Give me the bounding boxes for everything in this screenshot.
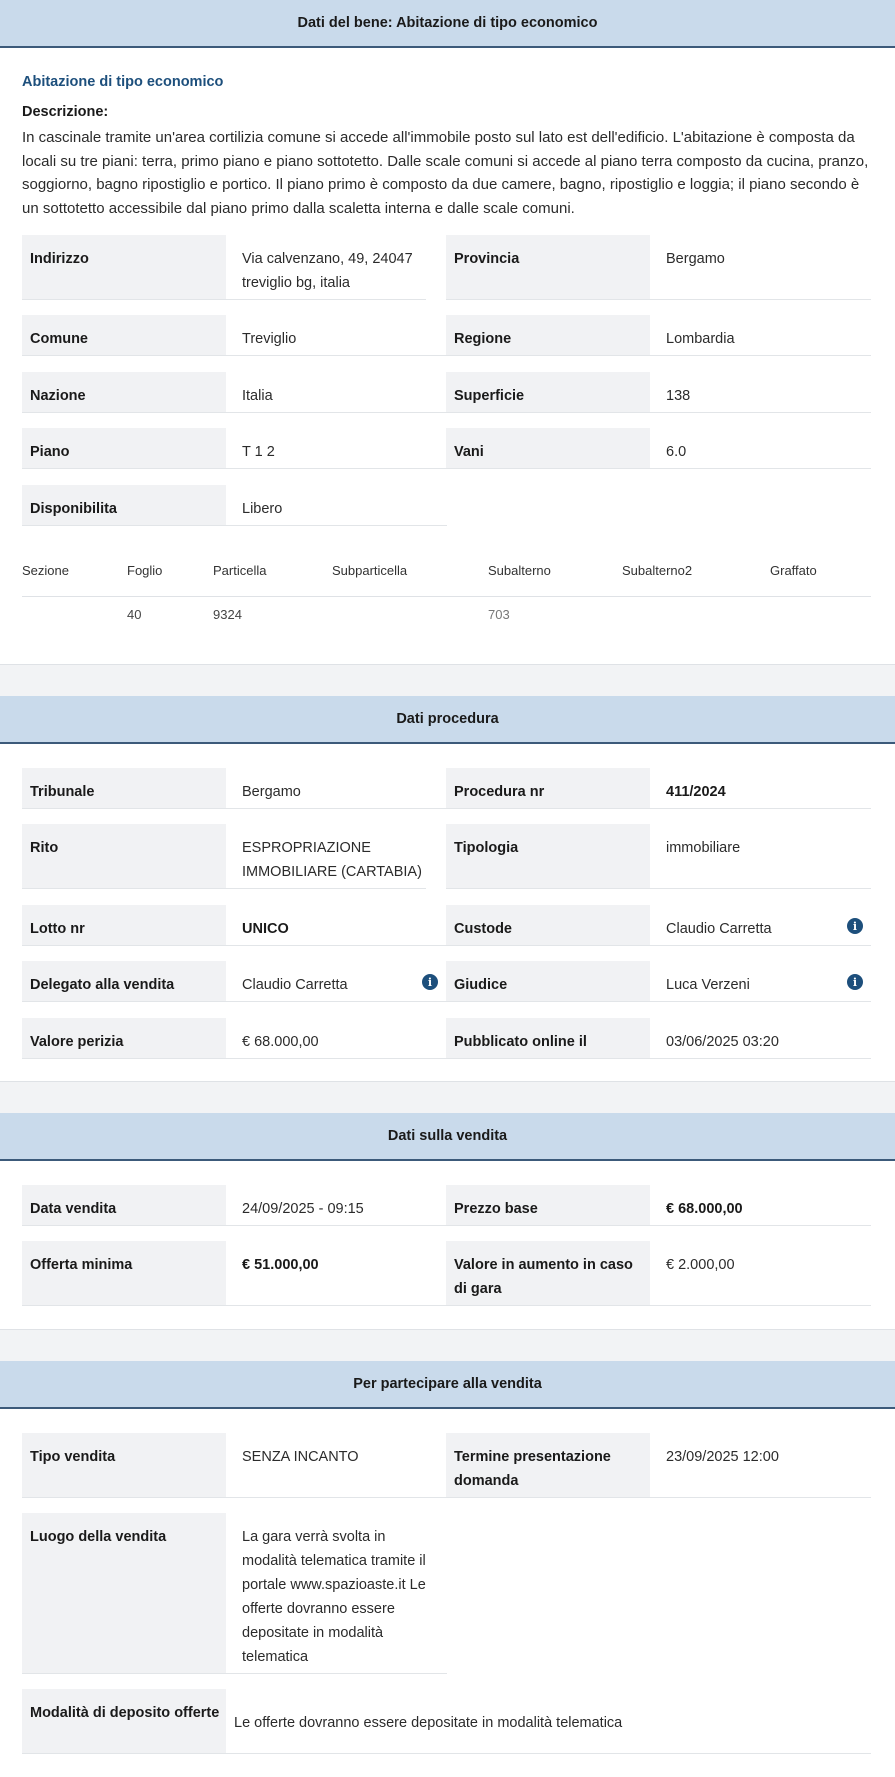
value-delegato: Claudio Carretta bbox=[226, 961, 447, 1002]
label-vani: Vani bbox=[446, 428, 650, 469]
label-piano: Piano bbox=[22, 428, 226, 469]
description-label: Descrizione: bbox=[22, 104, 109, 120]
label-nazione: Nazione bbox=[22, 372, 226, 413]
partecipare-card bbox=[0, 1361, 895, 1777]
label-disponibilita: Disponibilita bbox=[22, 485, 226, 526]
catasto-cell-particella: 9324 bbox=[213, 607, 242, 622]
label-modalita: Modalità di deposito offerte bbox=[22, 1689, 226, 1754]
value-comune: Treviglio bbox=[226, 315, 447, 356]
value-nazione: Italia bbox=[226, 372, 447, 413]
label-tribunale: Tribunale bbox=[22, 768, 226, 809]
label-comune: Comune bbox=[22, 315, 226, 356]
label-prezzo-base: Prezzo base bbox=[446, 1185, 650, 1226]
label-pubblicato: Pubblicato online il bbox=[446, 1018, 650, 1059]
custode-info-icon[interactable]: i bbox=[847, 918, 863, 934]
value-lotto-nr: UNICO bbox=[226, 905, 447, 946]
label-indirizzo: Indirizzo bbox=[22, 235, 226, 300]
value-data-vendita: 24/09/2025 - 09:15 bbox=[226, 1185, 447, 1226]
catasto-divider bbox=[22, 596, 871, 597]
catasto-header-subalterno: Subalterno bbox=[488, 563, 551, 578]
label-delegato: Delegato alla vendita bbox=[22, 961, 226, 1002]
catasto-header-foglio: Foglio bbox=[127, 563, 163, 578]
catasto-header-particella: Particella bbox=[213, 563, 267, 578]
value-valore-perizia: € 68.000,00 bbox=[226, 1018, 447, 1059]
catasto-cell-foglio: 40 bbox=[127, 607, 142, 622]
value-custode: Claudio Carretta bbox=[650, 905, 871, 946]
value-regione: Lombardia bbox=[650, 315, 871, 356]
value-procedura-nr: 411/2024 bbox=[650, 768, 871, 809]
value-termine: 23/09/2025 12:00 bbox=[650, 1433, 871, 1498]
value-modalita: Le offerte dovranno essere depositate in modalità telematica bbox=[226, 1689, 871, 1754]
value-vani: 6.0 bbox=[650, 428, 871, 469]
label-valore-aumento: Valore in aumento in caso di gara bbox=[446, 1241, 650, 1306]
bene-header: Dati del bene: Abitazione di tipo economico bbox=[0, 0, 895, 48]
catasto-header-subalterno2: Subalterno2 bbox=[622, 563, 693, 578]
label-procedura-nr: Procedura nr bbox=[446, 768, 650, 809]
value-superficie: 138 bbox=[650, 372, 871, 413]
label-rito: Rito bbox=[22, 824, 226, 889]
giudice-info-icon[interactable]: i bbox=[847, 974, 863, 990]
vendita-card bbox=[0, 1113, 895, 1330]
catasto-header-subparticella: Subparticella bbox=[332, 563, 408, 578]
bene-fields bbox=[22, 235, 871, 525]
label-superficie: Superficie bbox=[446, 372, 650, 413]
value-valore-aumento: € 2.000,00 bbox=[650, 1241, 871, 1306]
bene-card bbox=[0, 0, 895, 665]
value-offerta-minima: € 51.000,00 bbox=[226, 1241, 447, 1306]
bene-subtitle: Abitazione di tipo economico bbox=[22, 74, 224, 90]
label-luogo: Luogo della vendita bbox=[22, 1513, 226, 1674]
procedura-card bbox=[0, 696, 895, 1082]
value-tipologia: immobiliare bbox=[650, 824, 871, 889]
value-pubblicato: 03/06/2025 03:20 bbox=[650, 1018, 871, 1059]
procedura-header: Dati procedura bbox=[0, 696, 895, 744]
label-termine: Termine presentazione domanda bbox=[446, 1433, 650, 1498]
procedura-fields bbox=[22, 768, 871, 1060]
label-custode: Custode bbox=[446, 905, 650, 946]
label-tipo-vendita: Tipo vendita bbox=[22, 1433, 226, 1498]
description-text: In cascinale tramite un'area cortilizia comune si accede all'immobile posto sul lato est dell'edificio. L'abitazione è composta da locali su tre piani: terra, primo piano e piano sottotetto. Dalle scale comuni si accede al piano terra composto da cucina, pranzo, soggiorno, bagno ripostiglio e portico. Il piano primo è composto da due camere, bagno, ripostiglio e loggia; il piano secondo è un sottotetto accessibile dal piano primo dalla scaletta interna e dalle scale comuni. bbox=[22, 129, 869, 217]
label-valore-perizia: Valore perizia bbox=[22, 1018, 226, 1059]
partecipare-header: Per partecipare alla vendita bbox=[0, 1361, 895, 1409]
label-regione: Regione bbox=[446, 315, 650, 356]
value-luogo: La gara verrà svolta in modalità telematica tramite il portale www.spazioaste.it Le offerte dovranno essere depositate in modalità telematica bbox=[226, 1513, 447, 1674]
label-tipologia: Tipologia bbox=[446, 824, 650, 889]
value-disponibilita: Libero bbox=[226, 485, 447, 526]
value-rito: ESPROPRIAZIONE IMMOBILIARE (CARTABIA) bbox=[226, 824, 426, 889]
value-giudice: Luca Verzeni bbox=[650, 961, 871, 1002]
label-offerta-minima: Offerta minima bbox=[22, 1241, 226, 1306]
vendita-fields bbox=[22, 1185, 871, 1307]
label-giudice: Giudice bbox=[446, 961, 650, 1002]
value-provincia: Bergamo bbox=[650, 235, 871, 300]
value-tipo-vendita: SENZA INCANTO bbox=[226, 1433, 447, 1498]
label-data-vendita: Data vendita bbox=[22, 1185, 226, 1226]
vendita-header: Dati sulla vendita bbox=[0, 1113, 895, 1161]
label-provincia: Provincia bbox=[446, 235, 650, 300]
catasto-cell-subalterno: 703 bbox=[488, 607, 510, 622]
partecipare-fields bbox=[22, 1433, 871, 1773]
catasto-header-graffato: Graffato bbox=[770, 563, 817, 578]
value-piano: T 1 2 bbox=[226, 428, 447, 469]
delegato-info-icon[interactable]: i bbox=[422, 974, 438, 990]
value-tribunale: Bergamo bbox=[226, 768, 447, 809]
value-prezzo-base: € 68.000,00 bbox=[650, 1185, 871, 1226]
label-lotto-nr: Lotto nr bbox=[22, 905, 226, 946]
value-indirizzo: Via calvenzano, 49, 24047 treviglio bg, italia bbox=[226, 235, 426, 300]
catasto-header-sezione: Sezione bbox=[22, 563, 69, 578]
